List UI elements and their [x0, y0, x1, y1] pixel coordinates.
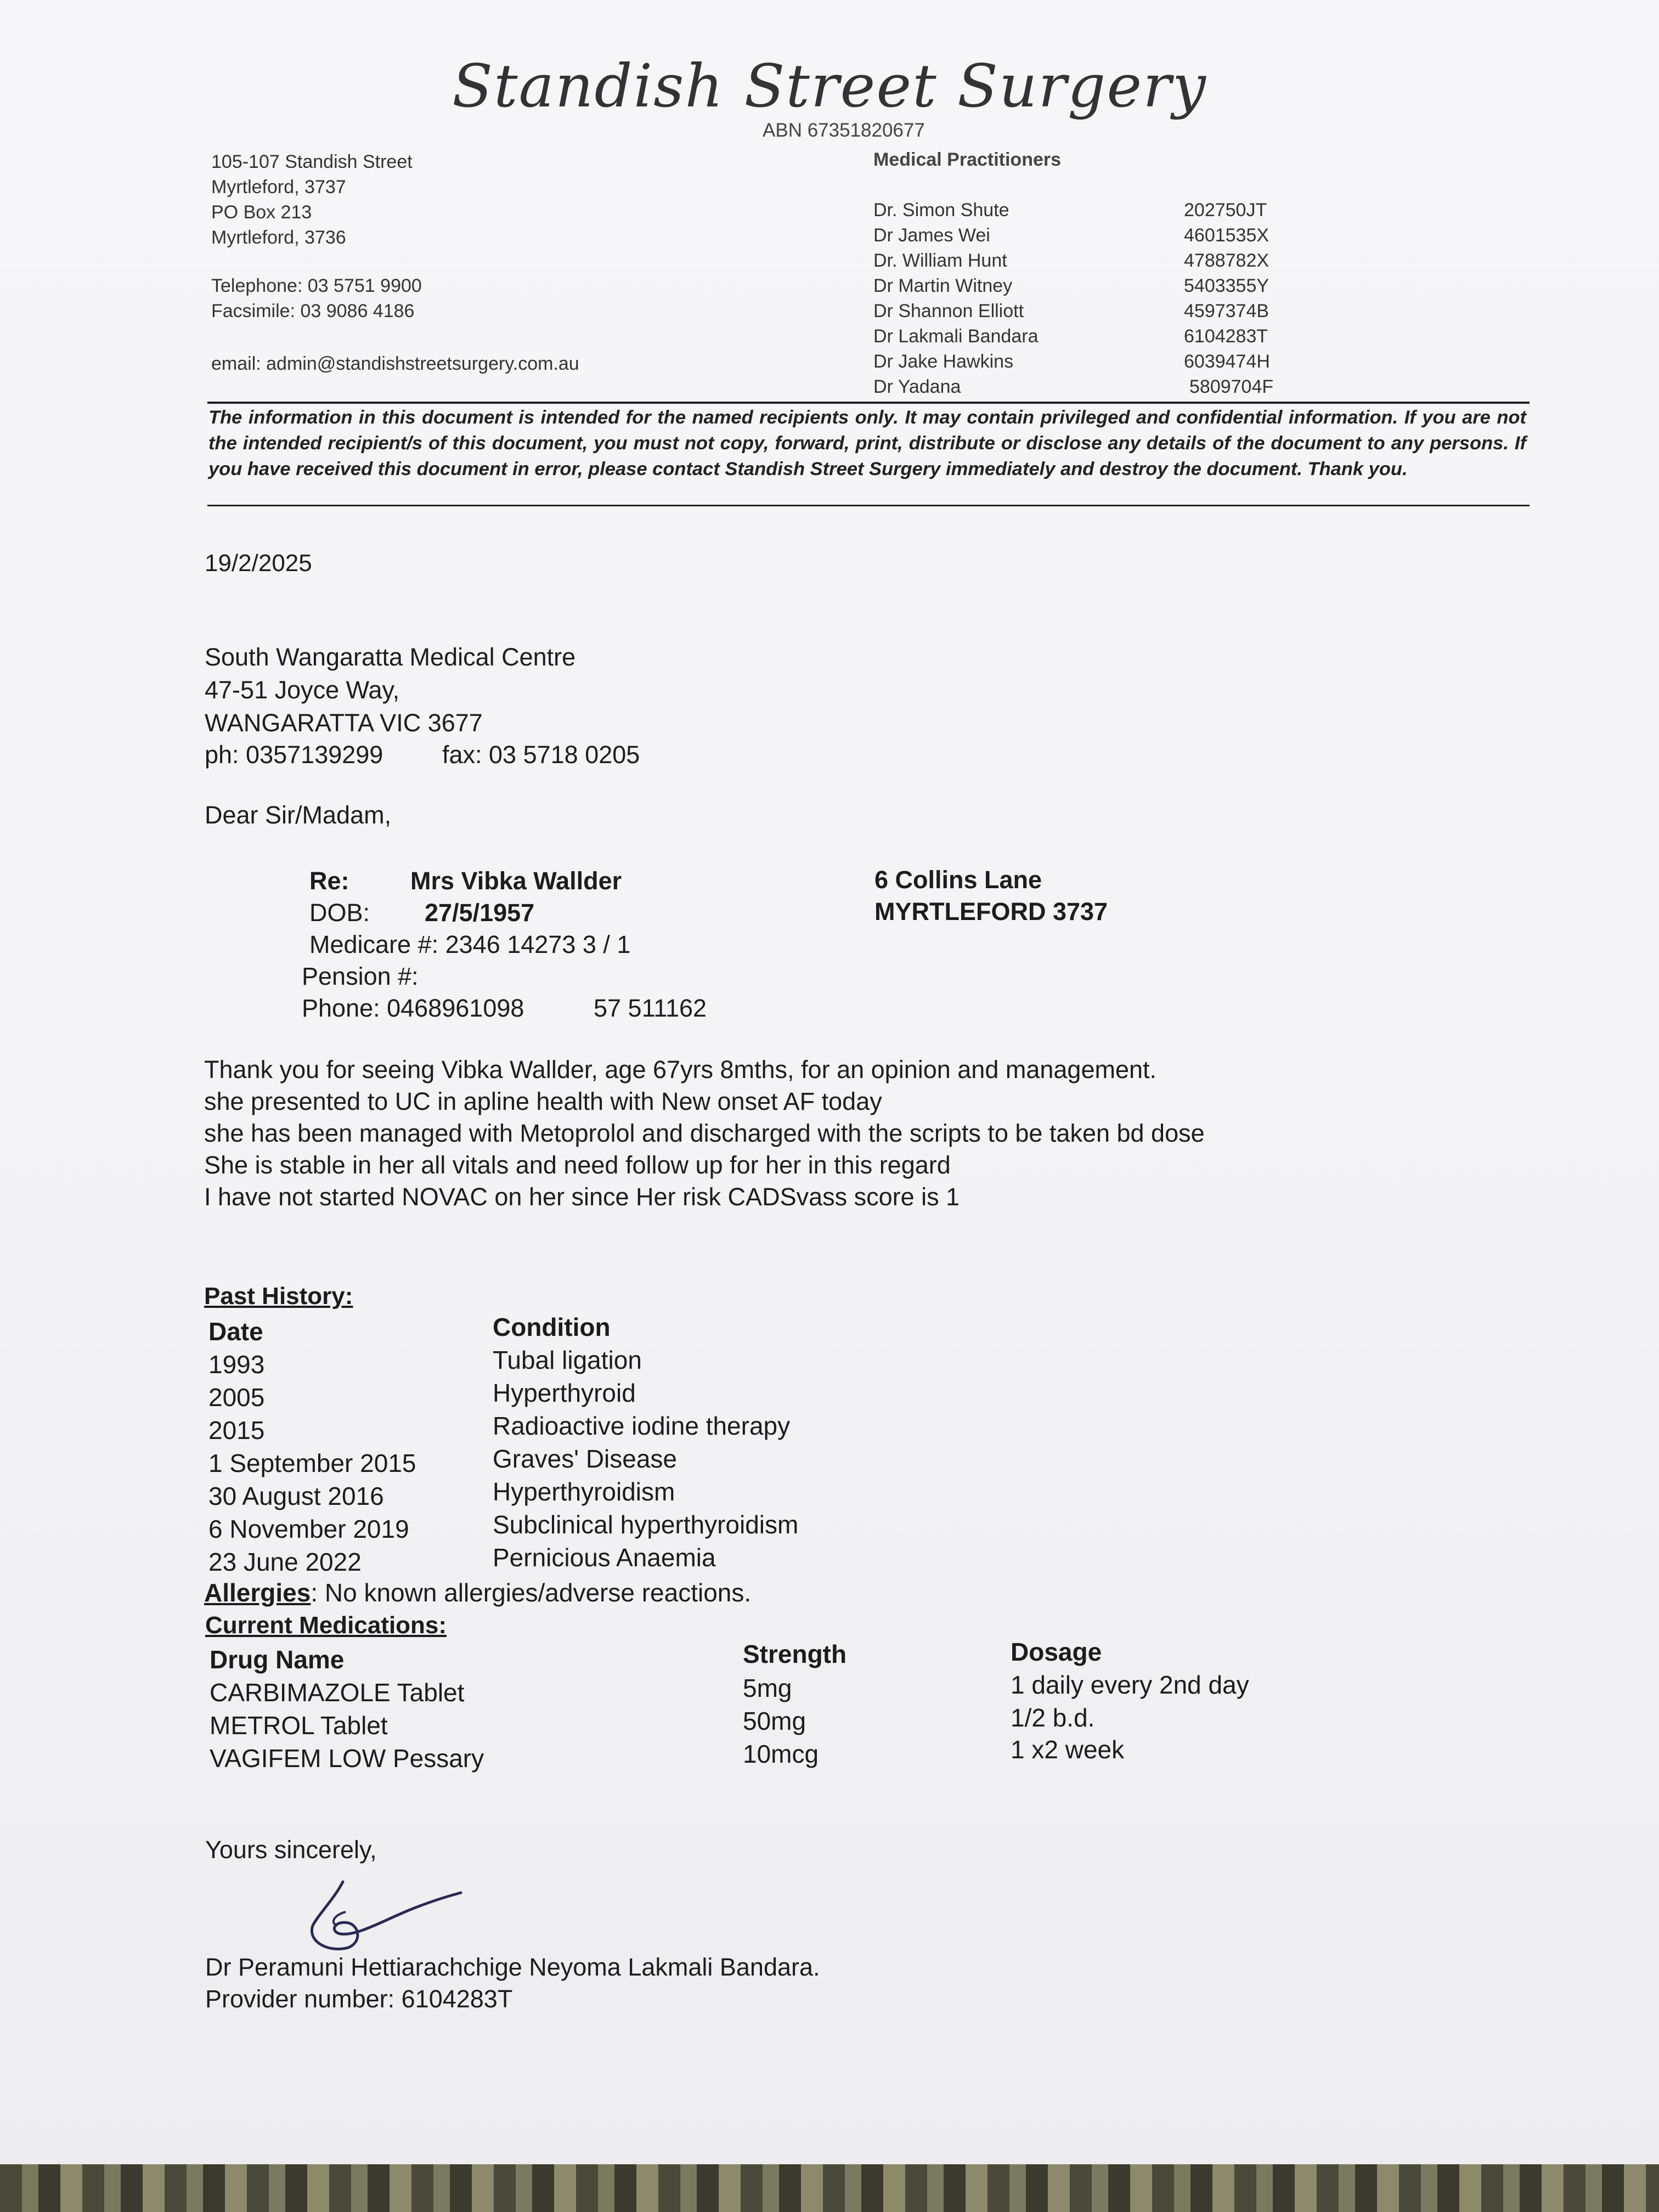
- address-line: Myrtleford, 3737: [211, 177, 346, 198]
- med-dosage: 1 x2 week: [1011, 1735, 1125, 1764]
- re-label: Re:: [309, 867, 349, 895]
- dob-label: DOB:: [309, 899, 370, 927]
- confidentiality-disclaimer: The information in this document is intended for the named recipients only. It may contain privileged and confidential information. If you are not the intended recipient/s of this document, you must not copy, forward, print, distribute or disclose any details of the document to any persons. If you have received this document in error, please contact Standish Street Surgery immediately and destroy the document. Thank you.: [208, 407, 1526, 479]
- med-strength: 10mcg: [743, 1740, 819, 1768]
- body-line: She is stable in her all vitals and need follow up for her in this regard: [204, 1151, 951, 1179]
- patient-address-line2: MYRTLEFORD 3737: [874, 898, 1108, 926]
- salutation: Dear Sir/Madam,: [205, 801, 392, 829]
- recipient-phone: ph: 0357139299: [205, 741, 383, 769]
- med-dosage: 1 daily every 2nd day: [1011, 1671, 1249, 1699]
- med-strength: 5mg: [743, 1674, 792, 1702]
- history-condition: Hyperthyroid: [493, 1379, 636, 1407]
- practitioner-number: 4597374B: [1184, 301, 1269, 321]
- medications-heading: Current Medications:: [205, 1612, 447, 1639]
- history-condition: Graves' Disease: [493, 1444, 678, 1473]
- practice-address: [211, 149, 413, 250]
- desk-surface: [0, 2164, 1659, 2212]
- practitioner-number: 6104283T: [1184, 326, 1268, 347]
- allergies-text: : No known allergies/adverse reactions.: [311, 1578, 752, 1607]
- practitioner-number: 202750JT: [1184, 200, 1267, 221]
- allergies-label: Allergies: [204, 1578, 311, 1607]
- patient-phone: Phone: 0468961098: [302, 994, 524, 1022]
- address-line: 105-107 Standish Street: [211, 151, 413, 172]
- practitioner-name: Dr Yadana: [873, 376, 961, 397]
- med-strength: 50mg: [743, 1707, 806, 1735]
- practice-telephone: Telephone: 03 5751 9900: [211, 275, 422, 296]
- history-condition: Pernicious Anaemia: [493, 1543, 716, 1572]
- recipient-city: WANGARATTA VIC 3677: [205, 709, 483, 737]
- history-condition: Subclinical hyperthyroidism: [493, 1510, 799, 1539]
- patient-medicare: Medicare #: 2346 14273 3 / 1: [309, 930, 631, 958]
- patient-name: Mrs Vibka Wallder: [410, 867, 622, 895]
- med-dosage: 1/2 b.d.: [1011, 1703, 1095, 1732]
- practitioner-name: Dr Lakmali Bandara: [873, 326, 1039, 347]
- address-line: PO Box 213: [211, 202, 312, 223]
- practitioner-number: 4788782X: [1184, 250, 1269, 271]
- med-drug-header: Drug Name: [210, 1645, 345, 1674]
- recipient-fax: fax: 03 5718 0205: [442, 741, 640, 769]
- practitioners-heading: Medical Practitioners: [873, 149, 1062, 170]
- history-condition: Tubal ligation: [493, 1346, 642, 1374]
- practitioner-number: 6039474H: [1184, 351, 1270, 372]
- practice-facsimile: Facsimile: 03 9086 4186: [211, 301, 415, 321]
- patient-dob: 27/5/1957: [425, 899, 535, 927]
- signatory-name: Dr Peramuni Hettiarachchige Neyoma Lakmali Bandara.: [205, 1953, 820, 1981]
- patient-phone-2: 57 511162: [594, 994, 707, 1022]
- med-drug: CARBIMAZOLE Tablet: [210, 1678, 465, 1707]
- practitioner-name: Dr Shannon Elliott: [873, 301, 1024, 321]
- history-date: 30 August 2016: [208, 1482, 384, 1510]
- history-date-header: Date: [208, 1317, 263, 1346]
- body-line: she has been managed with Metoprolol and discharged with the scripts to be taken bd dose: [204, 1119, 1205, 1147]
- history-date: 2015: [208, 1416, 265, 1444]
- practitioner-name: Dr Jake Hawkins: [873, 351, 1014, 372]
- abn: ABN 67351820677: [763, 120, 925, 141]
- history-date: 6 November 2019: [208, 1515, 409, 1543]
- med-dosage-header: Dosage: [1011, 1638, 1102, 1666]
- recipient-name: South Wangaratta Medical Centre: [205, 643, 576, 671]
- practice-email: email: admin@standishstreetsurgery.com.au: [211, 353, 579, 374]
- history-condition: Hyperthyroidism: [493, 1477, 675, 1506]
- past-history-heading: Past History:: [204, 1283, 353, 1310]
- practitioner-number: 5809704F: [1189, 376, 1274, 397]
- practitioner-name: Dr. William Hunt: [873, 250, 1007, 271]
- signature: [296, 1865, 472, 1959]
- practitioner-name: Dr Martin Witney: [873, 275, 1013, 296]
- provider-number: Provider number: 6104283T: [205, 1985, 513, 2013]
- history-date: 2005: [208, 1383, 265, 1412]
- body-line: Thank you for seeing Vibka Wallder, age 67yrs 8mths, for an opinion and management.: [204, 1056, 1157, 1084]
- body-line: I have not started NOVAC on her since Her risk CADSvass score is 1: [204, 1183, 960, 1211]
- body-line: she presented to UC in apline health with New onset AF today: [204, 1087, 882, 1115]
- med-strength-header: Strength: [743, 1640, 847, 1668]
- history-date: 23 June 2022: [208, 1548, 362, 1576]
- header-rule: [207, 402, 1530, 404]
- history-date: 1 September 2015: [208, 1449, 416, 1477]
- practitioner-number: 5403355Y: [1184, 275, 1269, 296]
- history-condition-header: Condition: [493, 1313, 611, 1341]
- disclaimer-rule: [207, 505, 1530, 506]
- letter-date: 19/2/2025: [205, 550, 312, 577]
- address-line: Myrtleford, 3736: [211, 227, 346, 248]
- med-drug: VAGIFEM LOW Pessary: [210, 1744, 484, 1773]
- history-date: 1993: [208, 1350, 265, 1379]
- allergies-line: [204, 1578, 751, 1607]
- patient-address-line1: 6 Collins Lane: [874, 866, 1042, 894]
- closing: Yours sincerely,: [205, 1836, 377, 1864]
- practitioner-name: Dr. Simon Shute: [873, 200, 1009, 221]
- med-drug: METROL Tablet: [210, 1711, 388, 1740]
- practitioner-name: Dr James Wei: [873, 225, 990, 246]
- practice-name: Standish Street Surgery: [452, 52, 1207, 121]
- patient-pension: Pension #:: [302, 962, 419, 990]
- recipient-street: 47-51 Joyce Way,: [205, 676, 400, 704]
- history-condition: Radioactive iodine therapy: [493, 1412, 791, 1440]
- practitioner-number: 4601535X: [1184, 225, 1269, 246]
